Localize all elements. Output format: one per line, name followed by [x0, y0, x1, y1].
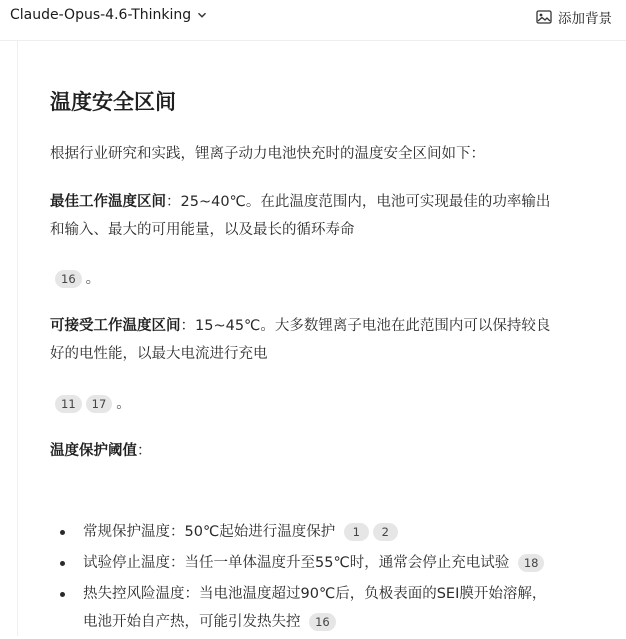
chevron-down-icon	[197, 10, 207, 20]
message-content	[17, 40, 626, 636]
list-item-text-line2: 电池开始自产热，可能引发热失控	[83, 614, 301, 630]
add-background-button[interactable]	[536, 7, 612, 27]
list-item	[50, 549, 610, 577]
add-background-label: 添加背景	[558, 11, 612, 27]
sentence-end: 。	[85, 271, 101, 287]
bullet-dot	[60, 530, 65, 535]
bullet-dot	[60, 592, 65, 597]
acceptable-range-line2: 好的电性能，以最大电流进行充电	[50, 346, 268, 362]
sentence-end: 。	[116, 396, 131, 412]
list-item-text: 常规保护温度：50℃起始进行温度保护	[83, 524, 336, 540]
citation-badge[interactable]: 18	[518, 554, 545, 572]
top-bar	[0, 0, 626, 41]
optimal-range-label: 最佳工作温度区间	[50, 194, 166, 210]
intro-paragraph: 根据行业研究和实践，锂离子动力电池快充时的温度安全区间如下：	[50, 146, 485, 162]
list-item	[50, 580, 610, 636]
optimal-range-paragraph	[50, 188, 606, 244]
acceptable-range-paragraph	[50, 312, 606, 368]
citation-badge[interactable]: 2	[373, 523, 398, 541]
acceptable-citations	[55, 393, 131, 415]
model-name: Claude-Opus-4.6-Thinking	[10, 7, 192, 23]
list-item	[50, 518, 610, 546]
image-icon	[536, 10, 552, 24]
bullet-dot	[60, 561, 65, 566]
list-item-text-line1: 热失控风险温度：当电池温度超过90℃后，负极表面的SEI膜开始溶解，	[83, 586, 547, 602]
citation-badge[interactable]: 17	[86, 395, 113, 413]
citation-badge[interactable]: 11	[55, 395, 82, 413]
list-item-text: 试验停止温度：当任一单体温度升至55℃时，通常会停止充电试验	[83, 555, 510, 571]
protection-colon: ：	[137, 443, 152, 459]
model-selector[interactable]	[10, 7, 207, 23]
optimal-range-line2: 和输入、最大的可用能量，以及最长的循环寿命	[50, 222, 355, 238]
threshold-list	[50, 518, 610, 639]
acceptable-range-line1: ：15~45℃。大多数锂离子电池在此范围内可以保持较良	[180, 318, 551, 334]
optimal-citations	[55, 268, 100, 290]
protection-label: 温度保护阈值	[50, 443, 137, 459]
citation-badge[interactable]: 16	[309, 613, 336, 631]
optimal-range-line1: ：25~40℃。在此温度范围内，电池可实现最佳的功率输出	[166, 194, 551, 210]
citation-badge[interactable]: 1	[344, 523, 369, 541]
section-title: 温度安全区间	[50, 90, 176, 114]
protection-heading	[50, 437, 606, 465]
citation-badge[interactable]: 16	[55, 270, 82, 288]
acceptable-range-label: 可接受工作温度区间	[50, 318, 181, 334]
